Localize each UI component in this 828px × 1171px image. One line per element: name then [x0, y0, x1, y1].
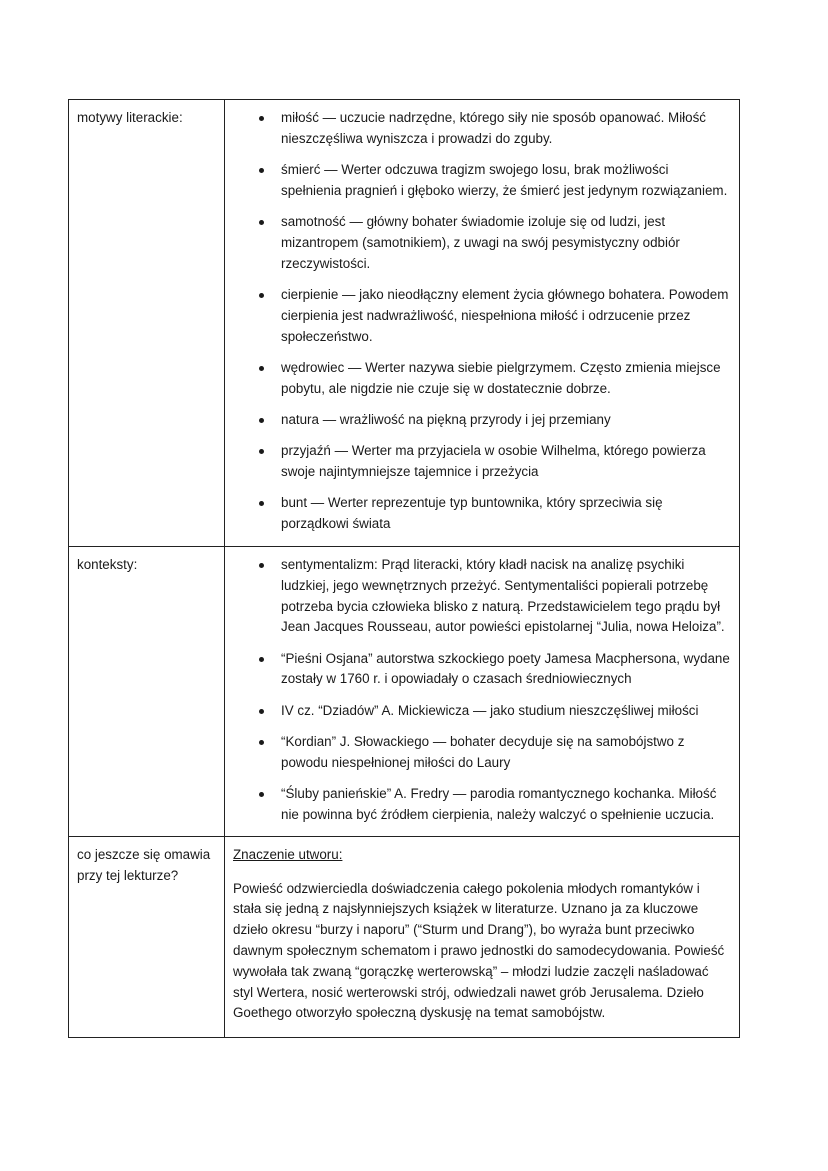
- list-item-text: “Pieśni Osjana” autorstwa szkockiego poety Jamesa Macphersona, wydane zostały w 1760 r. i opowiadały o czasach średniowiecznych: [281, 650, 730, 687]
- bullet-icon: [259, 501, 264, 506]
- bullet-icon: [259, 740, 264, 745]
- bullet-icon: [259, 418, 264, 423]
- study-notes-table: [68, 99, 740, 1038]
- list-item: [233, 212, 731, 274]
- section-heading: Znaczenie utworu:: [233, 846, 343, 862]
- bullet-list-konteksty: [233, 555, 731, 826]
- list-item-text: śmierć — Werter odczuwa tragizm swojego losu, brak możliwości spełnienia pragnień i głęboko wierzy, że śmierć jest jedynym rozwiązaniem.: [281, 162, 728, 198]
- list-item-text: cierpienie — jako nieodłączny element życia głównego bohatera. Powodem cierpienia jest nadwrażliwość, niespełniona miłość i odrzucenie przez społeczeństwo.: [281, 287, 729, 344]
- bullet-icon: [259, 293, 264, 298]
- bullet-icon: [259, 366, 264, 371]
- row-content-co-jeszcze: [225, 836, 740, 1037]
- bullet-icon: [259, 563, 264, 568]
- table-row-co-jeszcze: [69, 836, 740, 1037]
- list-item: [233, 784, 731, 826]
- row-label-konteksty: konteksty:: [69, 547, 225, 837]
- list-item: [233, 160, 731, 202]
- list-item: [233, 285, 731, 347]
- list-item: [233, 493, 731, 535]
- list-item-text: miłość — uczucie nadrzędne, którego siły nie sposób opanować. Miłość nieszczęśliwa wyniszcza i prowadzi do zguby.: [281, 110, 706, 146]
- list-item-text: bunt — Werter reprezentuje typ buntownika, który sprzeciwia się porządkowi świata: [281, 495, 663, 532]
- list-item-text: wędrowiec — Werter nazywa siebie pielgrzymem. Często zmienia miejsce pobytu, ale nigdzie nie czuje się w dostatecznie dobrze.: [281, 359, 721, 396]
- list-item-text: sentymentalizm: Prąd literacki, który kładł nacisk na analizę psychiki ludzkiej, jego wewnętrznych przeżyć. Sentymentaliści popierali potrzebę potrzeba bycia człowieka blisko z naturą. Przedstawicielem tego prądu był Jean Jacques Rousseau, autor powieści epistolarnej “Julia, nowa Heloiza”.: [281, 557, 725, 635]
- bullet-icon: [259, 657, 264, 662]
- bullet-icon: [259, 220, 264, 225]
- bullet-icon: [259, 709, 264, 714]
- bullet-icon: [259, 792, 264, 797]
- bullet-icon: [259, 449, 264, 454]
- list-item: [233, 555, 731, 638]
- list-item: [233, 701, 731, 722]
- list-item: [233, 410, 731, 431]
- table-row-konteksty: [69, 547, 740, 837]
- row-content-konteksty: [225, 547, 740, 837]
- list-item-text: przyjaźń — Werter ma przyjaciela w osobie Wilhelma, którego powierza swoje najintymniejsze tajemnice i przeżycia: [281, 443, 706, 480]
- list-item: [233, 732, 731, 774]
- bullet-icon: [259, 168, 264, 173]
- list-item: [233, 358, 731, 400]
- list-item-text: “Kordian” J. Słowackiego — bohater decyduje się na samobójstwo z powodu niespełnionej miłości do Laury: [281, 734, 685, 770]
- list-item-text: “Śluby panieńskie” A. Fredry — parodia romantycznego kochanka. Miłość nie powinna być źródłem cierpienia, należy walczyć o spełnienie uczucia.: [281, 786, 717, 822]
- table-row-motywy: [69, 100, 740, 547]
- list-item: [233, 649, 731, 691]
- row-label-co-jeszcze: co jeszcze się omawia przy tej lekturze?: [69, 836, 225, 1037]
- bullet-list-motywy: [233, 108, 731, 535]
- bullet-icon: [259, 116, 264, 121]
- list-item-text: natura — wrażliwość na piękną przyrody i jej przemiany: [281, 412, 611, 428]
- list-item: [233, 441, 731, 483]
- row-content-motywy: [225, 100, 740, 547]
- list-item-text: IV cz. “Dziadów” A. Mickiewicza — jako studium nieszczęśliwej miłości: [281, 702, 699, 718]
- section-paragraph: Powieść odzwierciedla doświadczenia całego pokolenia młodych romantyków i stała się jedną z najsłynniejszych książek w literaturze. Uznano ja za kluczowe dzieło okresu “burzy i naporu” (“Sturm und Drang”), bo wyraża bunt przeciwko dawnym społecznym schematom i prawo jednostki do samodecydowania. Powieść wywołała tak zwaną “gorączkę werterowską” – młodzi ludzie zaczęli naśladować styl Wertera, nosić werterowski strój, odwiedzali nawet grób Jerusalema. Dzieło Goethego otworzyło społeczną dyskusję na temat samobójstw.: [233, 880, 725, 1021]
- list-item-text: samotność — główny bohater świadomie izoluje się od ludzi, jest mizantropem (samotnikiem), z uwagi na swój pesymistyczny odbiór rzeczywistości.: [281, 214, 680, 271]
- list-item: [233, 108, 731, 150]
- row-label-motywy: motywy literackie:: [69, 100, 225, 547]
